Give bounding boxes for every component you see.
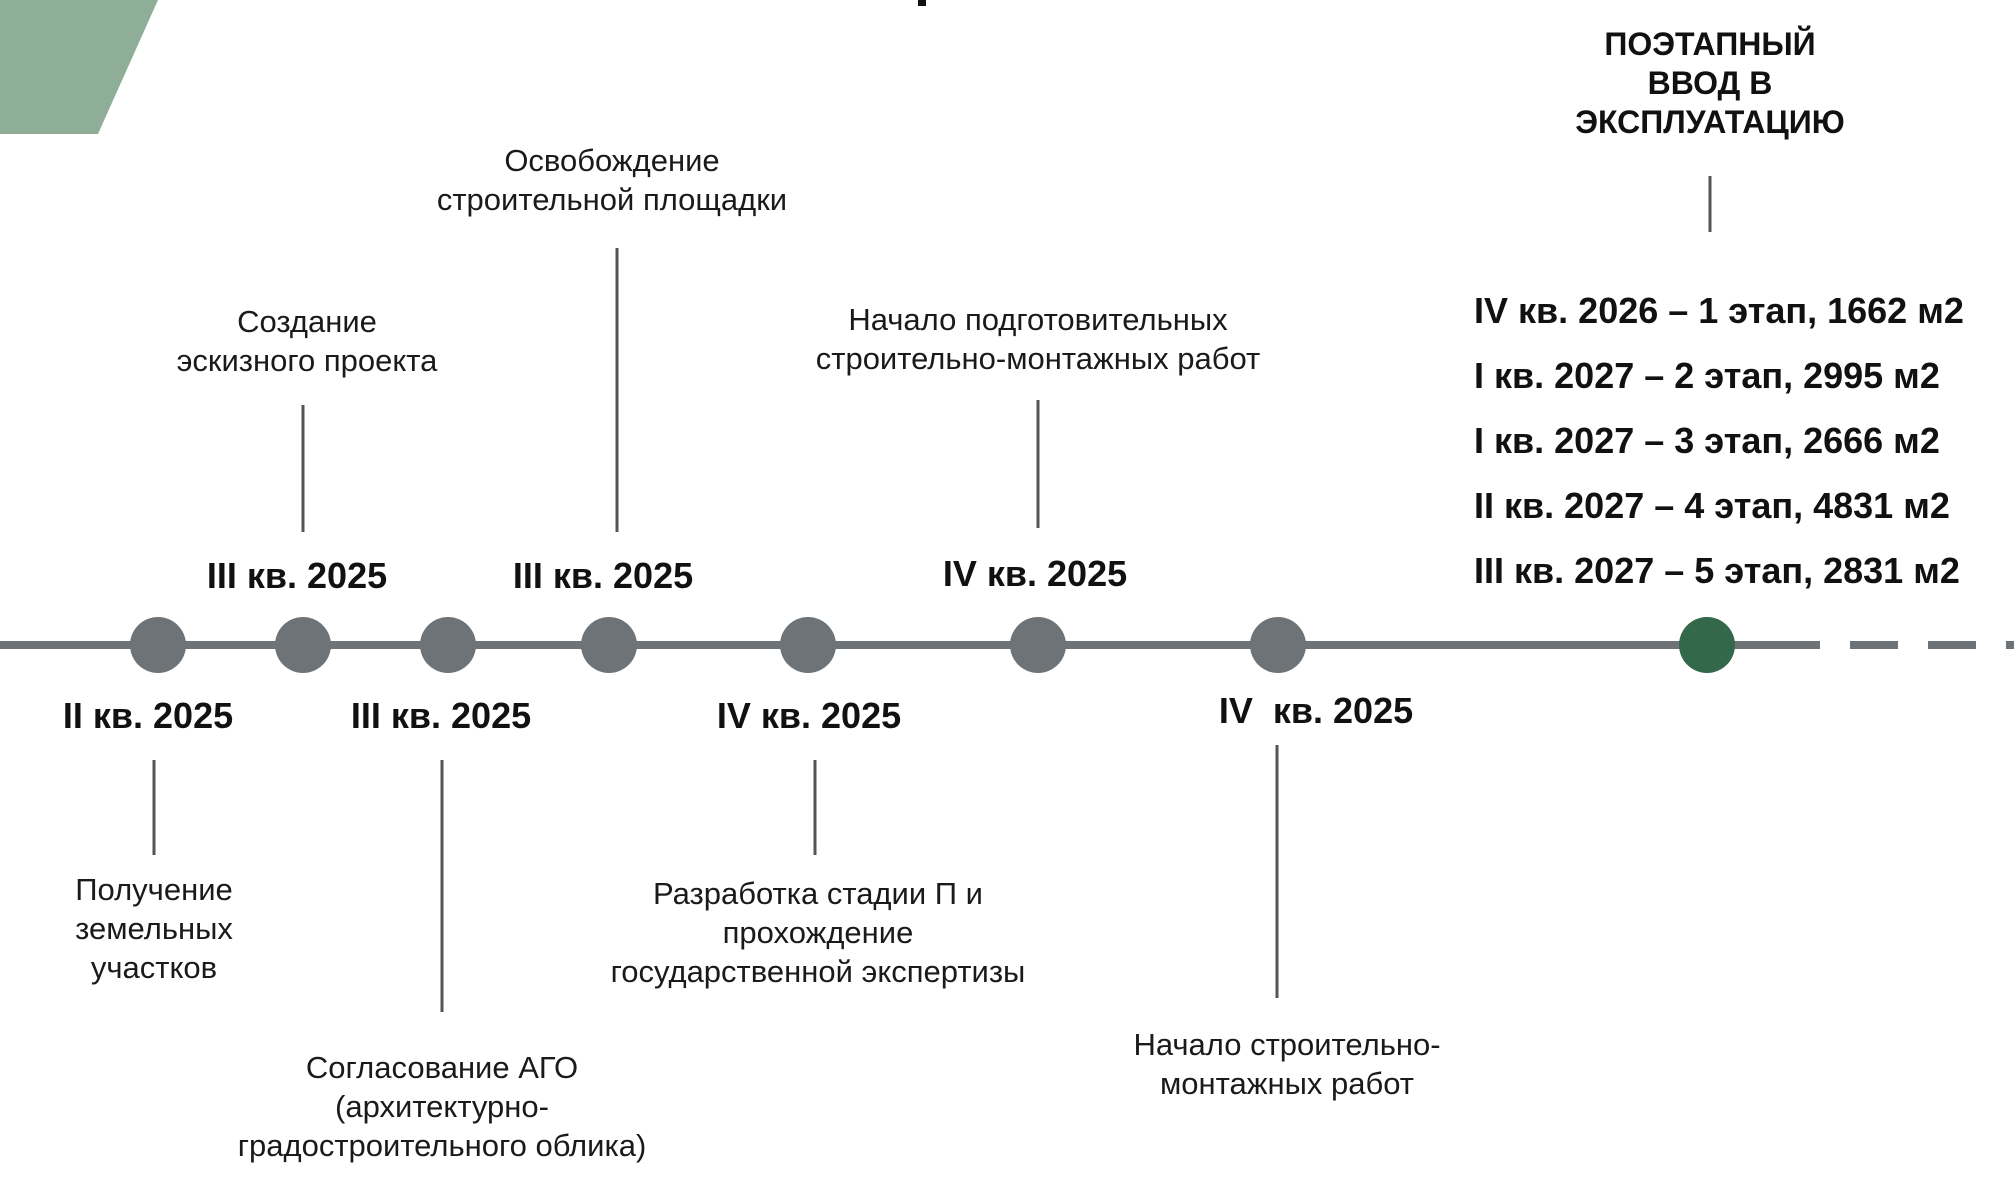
stage-item: IV кв. 2026 – 1 этап, 1662 м2 [1474,290,1964,331]
milestone-node [1250,617,1306,673]
milestone-description: Начало подготовительных строительно-монтажных работ [815,302,1261,376]
milestone-node [275,617,331,673]
commissioning-stages-list [1474,290,1964,615]
milestone-node [420,617,476,673]
milestone-quarter: IV кв. 2025 [1218,690,1414,731]
stage-item: I кв. 2027 – 2 этап, 2995 м2 [1474,355,1940,396]
milestone-description: Получение земельных участков [75,872,233,985]
milestone-quarter: IV кв. 2025 [716,695,902,736]
milestone-description: Начало строительно- монтажных работ [1133,1027,1441,1101]
milestone-quarter: IV кв. 2025 [942,553,1128,594]
milestone-quarter: III кв. 2025 [206,555,388,596]
milestone-quarter: III кв. 2025 [350,695,532,736]
stage-item: II кв. 2027 – 4 этап, 4831 м2 [1474,485,1950,526]
stage-item: III кв. 2027 – 5 этап, 2831 м2 [1474,550,1960,591]
milestone-description: Освобождение строительной площадки [436,143,788,217]
milestone-node [1010,617,1066,673]
milestone-node [130,617,186,673]
milestone-node [780,617,836,673]
milestone-node [581,617,637,673]
milestone-description: Разработка стадии П и прохождение государственной экспертизы [610,876,1026,989]
milestone-quarter: III кв. 2025 [512,555,694,596]
final-milestone-node [1679,617,1735,673]
milestone-description: Создание эскизного проекта [176,304,438,378]
final-milestone-title: ПОЭТАПНЫЙ ВВОД В ЭКСПЛУАТАЦИЮ [1575,26,1845,140]
milestone-quarter: II кв. 2025 [62,695,234,736]
milestone-description: Согласование АГО (архитектурно- градостроительного облика) [237,1050,647,1163]
stage-item: I кв. 2027 – 3 этап, 2666 м2 [1474,420,1940,461]
